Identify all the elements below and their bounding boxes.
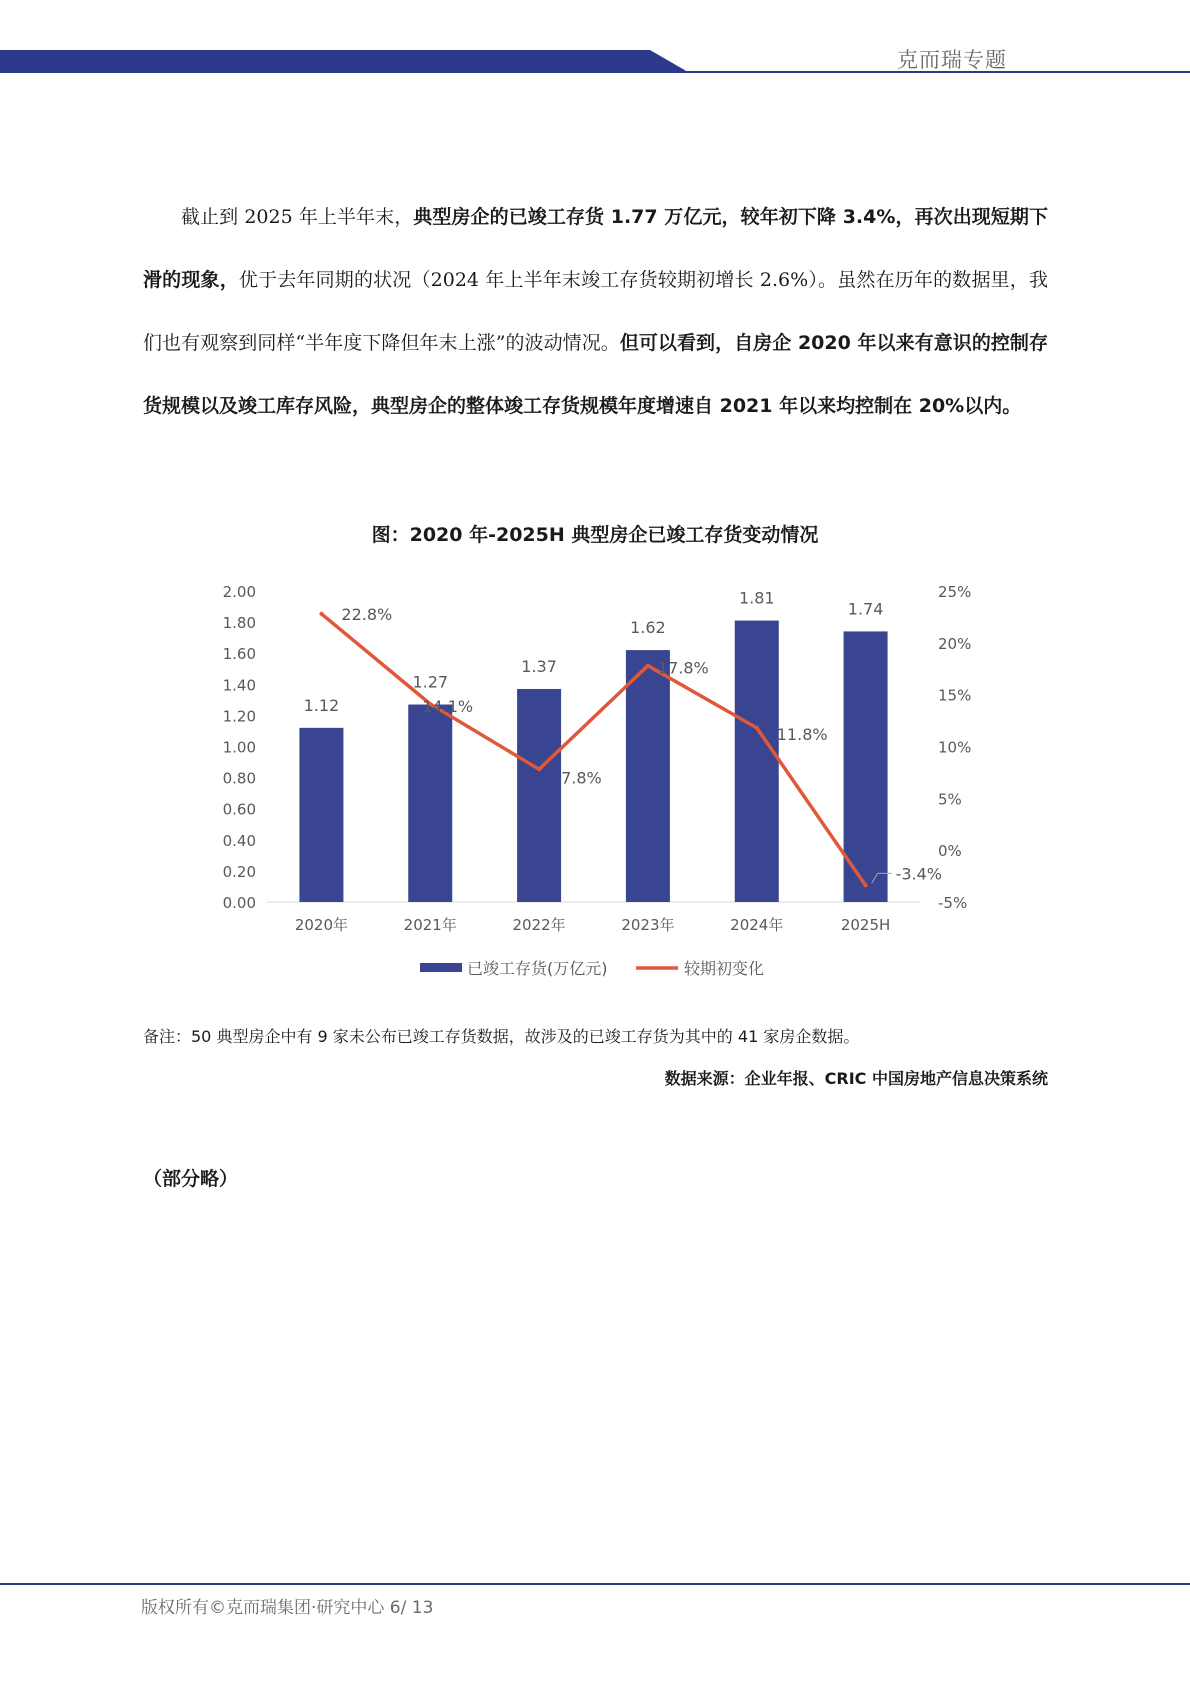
y-left-tick-label: 0.00 [222,894,256,912]
line-point [319,612,323,616]
line-value-label: 14.1% [422,696,474,716]
y-right-tick-label: 10% [938,738,972,757]
x-tick-label: 2023年 [621,916,675,934]
bar [517,689,561,902]
bar-value-label: 1.74 [847,599,884,619]
line-series-change [321,614,865,886]
line-point [864,883,868,887]
bar [626,650,670,902]
legend-line-label: 较期初变化 [684,959,765,978]
remark-note: 备注：50 典型房企中有 9 家未公布已竣工存货数据，故涉及的已竣工存货为其中的 41 家房企数据。 [143,1027,860,1046]
y-left-tick-label: 1.00 [222,738,256,757]
y-left-tick-label: 2.00 [222,583,256,601]
para-text-2: 优于去年同期的状况（2024 年上半年末竣工存货较期初增长 2.6%）。虽然在历年的数据里，我们也有观察到同样“半年度下降但年末上涨”的波动情况。 [143,269,1048,354]
line-value-label: 22.8% [341,604,393,624]
para-bold-2: 但可以看到，自房企 2020 年以来有意识的控制存货规模以及竣工库存风险，典型房企的整体竣工存货规模年度增速自 2021 年以来均控制在 20%以内。 [143,332,1048,417]
line-value-label: 17.8% [657,658,709,678]
y-left-tick-label: 0.80 [222,769,256,788]
x-tick-label: 2021年 [403,916,457,934]
y-right-tick-label: 0% [938,842,962,861]
bar-value-label: 1.37 [521,656,557,676]
para-text-1: 截止到 2025 年上半年末， [181,206,414,228]
bar [408,705,452,902]
y-left-tick-label: 1.20 [222,707,256,726]
line-value-label: -3.4% [895,864,943,884]
y-left-tick-label: 0.60 [222,800,256,819]
y-right-tick-label: -5% [938,894,968,912]
bar [735,621,779,902]
line-point [646,664,650,668]
bar-value-label: 1.12 [303,695,340,715]
x-tick-label: 2022年 [512,916,566,934]
y-left-tick-label: 1.40 [222,676,256,695]
line-point [755,726,759,730]
y-right-tick-label: 15% [938,686,972,705]
y-left-tick-label: 1.60 [222,645,256,664]
y-right-tick-label: 5% [938,790,962,809]
line-value-label: 11.8% [776,724,828,744]
para-bold-1: 典型房企的已竣工存货 1.77 万亿元，较年初下降 3.4%，再次出现短期下滑的现象， [143,206,1048,291]
x-tick-label: 2025H [840,916,891,934]
line-point [537,767,541,771]
legend-bar-label: 已竣工存货(万亿元) [467,959,608,978]
y-right-tick-label: 20% [938,634,972,653]
figure-title: 图：2020 年-2025H 典型房企已竣工存货变动情况 [371,524,819,546]
y-right-tick-label: 25% [938,583,972,601]
bar-value-label: 1.62 [630,618,666,638]
data-source: 数据来源：企业年报、CRIC 中国房地产信息决策系统 [664,1069,1048,1088]
line-value-label: 7.8% [561,768,602,788]
footer-copyright: 版权所有©克而瑞集团·研究中心 6/ 13 [141,1598,434,1618]
footer-line [0,1583,1190,1585]
bar-value-label: 1.81 [738,588,775,608]
partial-omitted: （部分略） [143,1168,239,1190]
y-left-tick-label: 0.20 [222,862,256,881]
x-tick-label: 2020年 [294,916,349,934]
x-tick-label: 2024年 [730,916,784,934]
header-brand: 克而瑞专题 [897,48,1007,72]
legend-bar-swatch [420,963,462,972]
y-left-tick-label: 0.40 [222,831,256,850]
bar [299,728,343,902]
y-left-tick-label: 1.80 [222,614,256,633]
bar-value-label: 1.27 [412,672,449,692]
